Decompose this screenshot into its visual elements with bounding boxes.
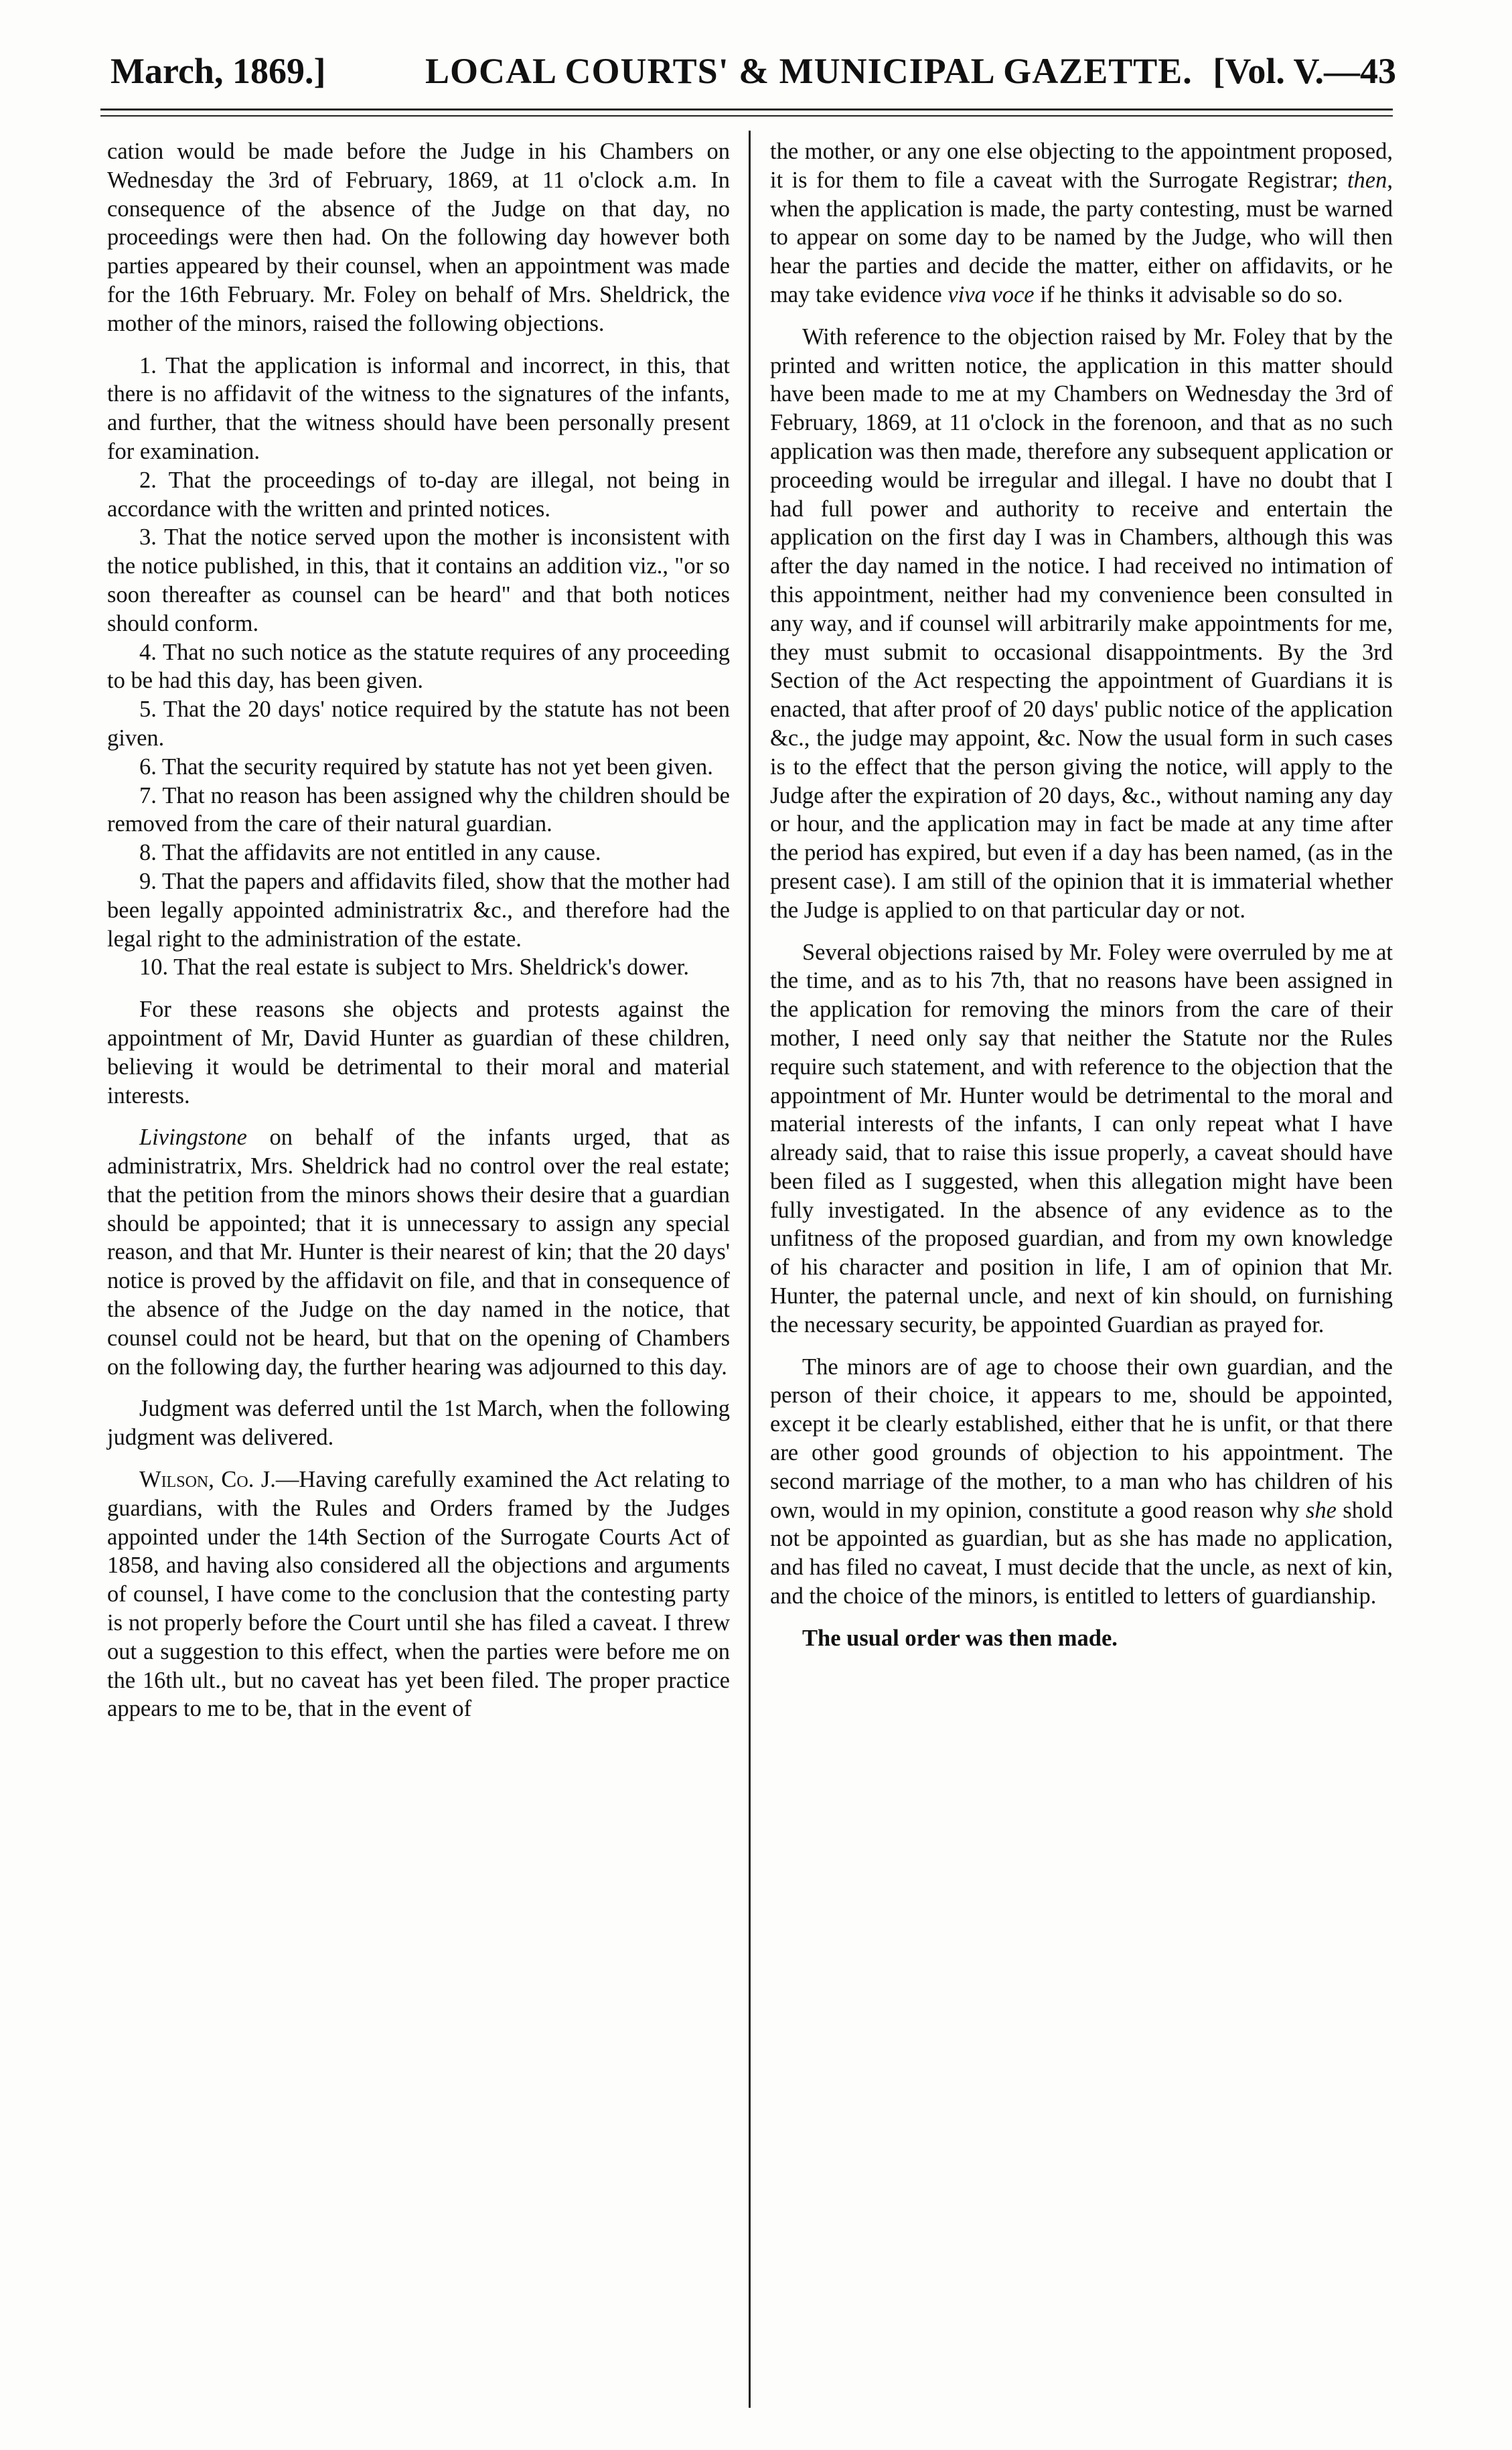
objection-item: 9. That the papers and affidavits filed, show that the mother had been legally appointed administratrix &c., and therefore had the legal right to the administration of the estate. xyxy=(107,868,730,952)
continuation-text-c: if he thinks it advisable so do so. xyxy=(1034,281,1343,307)
livingstone-paragraph xyxy=(107,1123,730,1381)
intro-paragraph: cation would be made before the Judge in his Chambers on Wednesday the 3rd of February, 1869, at 11 o'clock a.m. In consequence of the absence of the Judge on that day, no proceedings were then had. On the following day however both parties appeared by their counsel, when an appointment was made for the 16th February. Mr. Foley on behalf of Mrs. Sheldrick, the mother of the minors, raised the following objections. xyxy=(107,139,730,336)
objection-item: 6. That the security required by statute has not yet been given. xyxy=(139,753,713,780)
wilson-text: —Having carefully examined the Act relating to guardians, with the Rules and Orders framed by the Judges appointed under the 14th Section of the Surrogate Courts Act of 1858, and having also considered all the objections and arguments of counsel, I have come to the conclusion that the contesting party is not properly before the Court until she has filed a caveat. I threw out a suggestion to this effect, when the parties were before me on the 16th ult., but no caveat has yet been filed. The proper practice appears to me to be, that in the event of xyxy=(107,1467,730,1722)
several-objections-paragraph: Several objections raised by Mr. Foley were overruled by me at the time, and as to his 7th, that no reasons have been assigned in the application for removing the minors from the care of their mother, I need only say that neither the Statute nor the Rules require such statement, and with reference to the objection that the appointment of Mr. Hunter would be detrimental to the moral and material interests of the infants, I can only repeat what I have already said, that to raise this issue properly, a caveat should have been filed as I suggested, when this allegation might have been fully investigated. In the absence of any evidence as to the unfitness of the proposed guardian, and from my own knowledge of his character and position in life, I am of opinion that Mr. Hunter, the paternal uncle, and next of kin should, on furnishing the necessary security, be appointed Guardian as prayed for. xyxy=(770,939,1393,1338)
objections-list xyxy=(107,352,730,983)
objection-item: 7. That no reason has been assigned why the children should be removed from the care of their natural guardian. xyxy=(107,782,730,837)
wilson-name: Wilson, Co. J. xyxy=(139,1467,276,1493)
protest-paragraph: For these reasons she objects and protests against the appointment of Mr, David Hunter as guardian of these children, believing it would be detrimental to their moral and material interests. xyxy=(107,997,730,1108)
objection-item: 3. That the notice served upon the mother is inconsistent with the notice published, in this, that it contains an addition viz., "or so soon thereafter as counsel can be heard" and that both notices should conform. xyxy=(107,524,730,636)
continuation-text-a: the mother, or any one else objecting to the appointment proposed, it is for them to file a caveat with the Surrogate Registrar; xyxy=(770,139,1393,193)
column-divider xyxy=(749,131,751,2408)
she-word: she xyxy=(1305,1497,1337,1523)
livingstone-name: Livingstone xyxy=(139,1125,247,1151)
reference-paragraph: With reference to the objection raised by Mr. Foley that by the printed and written notice, the application in this matter should have been made to me at my Chambers on Wednesday the 3rd of February, 1869, at 11 o'clock in the forenoon, and that as no such application was then made, therefore any subsequent application or proceeding would be irregular and illegal. I have no doubt that I had full power and authority to receive and entertain the application on the first day I was in Chambers, although this was after the day named in the notice. I had received no intimation of this appointment, neither had my convenience been consulted in any way, and if counsel will arbitrarily make appointments for me, they must submit to occasional disappointments. By the 3rd Section of the Act respecting the appointment of Guardians it is enacted, that after proof of 20 days' public notice of the application &c., the judge may appoint, &c. Now the usual form in such cases is to the effect that the person giving the notice, will apply to the Judge after the expiration of 20 days, &c., without naming any day or hour, and the application may in fact be made at any time after the period has expired, but even if a day has been named, (as in the present case). I am still of the opinion that it is immaterial whether the Judge is applied to on that particular day or not. xyxy=(770,323,1393,923)
page-header xyxy=(110,50,1396,104)
left-column xyxy=(107,137,730,1737)
objection-item: 5. That the 20 days' notice required by the statute has not been given. xyxy=(107,697,730,751)
continuation-text-b: , when the application is made, the party contesting, must be warned to appear on some day to be named by the Judge, who will then hear the parties and decide the matter, either on affidavits, or he may take evidence xyxy=(770,167,1393,307)
header-date: March, 1869.] xyxy=(110,51,326,91)
wilson-paragraph xyxy=(107,1465,730,1723)
objection-item: 8. That the affidavits are not entitled in any cause. xyxy=(139,840,601,866)
objection-item: 1. That the application is informal and incorrect, in this, that there is no affidavit of the witness to the signatures of the infants, and further, that the witness should have been personally present for examination. xyxy=(107,352,730,464)
header-title: LOCAL COURTS' & MUNICIPAL GAZETTE. xyxy=(425,51,1193,91)
livingstone-text: on behalf of the infants urged, that as administratrix, Mrs. Sheldrick had no control over the real estate; that the petition from the minors shows their desire that a guardian should be appointed; that it is unnecessary to assign any special reason, and that Mr. Hunter is their nearest of kin; that the 20 days' notice is proved by the affidavit on file, and that in consequence of the absence of the Judge on the day named in the notice, that counsel could not be heard, but that on the opening of Chambers on the following day, the further hearing was adjourned to this day. xyxy=(107,1125,730,1380)
objection-item: 10. That the real estate is subject to Mrs. Sheldrick's dower. xyxy=(139,954,689,981)
right-column xyxy=(770,137,1393,1666)
header-volume: [Vol. V.—43 xyxy=(1213,51,1396,91)
header-rule-bottom xyxy=(100,115,1393,117)
then-word: then xyxy=(1347,167,1387,193)
objection-item: 4. That no such notice as the statute requires of any proceeding to be had this day, has been given. xyxy=(107,639,730,694)
minors-text-b: shold not be appointed as guardian, but as she has made no application, and has filed no caveat, I must decide that the uncle, as next of kin, and the choice of the minors, is entitled to letters of guardianship. xyxy=(770,1497,1393,1609)
objection-item: 2. That the proceedings of to-day are illegal, not being in accordance with the written and printed notices. xyxy=(107,467,730,522)
minors-text-a: The minors are of age to choose their own guardian, and the person of their choice, it appears to me, should be appointed, except it be clearly established, either that he is unfit, or that there are other good grounds of objection to his appointment. The second marriage of the mother, to a man who has children of his own, would in my opinion, constitute a good reason why xyxy=(770,1354,1393,1523)
header-rule-top xyxy=(100,109,1393,111)
minors-paragraph xyxy=(770,1353,1393,1611)
deferred-paragraph: Judgment was deferred until the 1st March, when the following judgment was delivered. xyxy=(107,1396,730,1451)
continuation-paragraph xyxy=(770,137,1393,309)
viva-voce-phrase: viva voce xyxy=(948,281,1035,307)
final-order-line: The usual order was then made. xyxy=(802,1625,1118,1651)
